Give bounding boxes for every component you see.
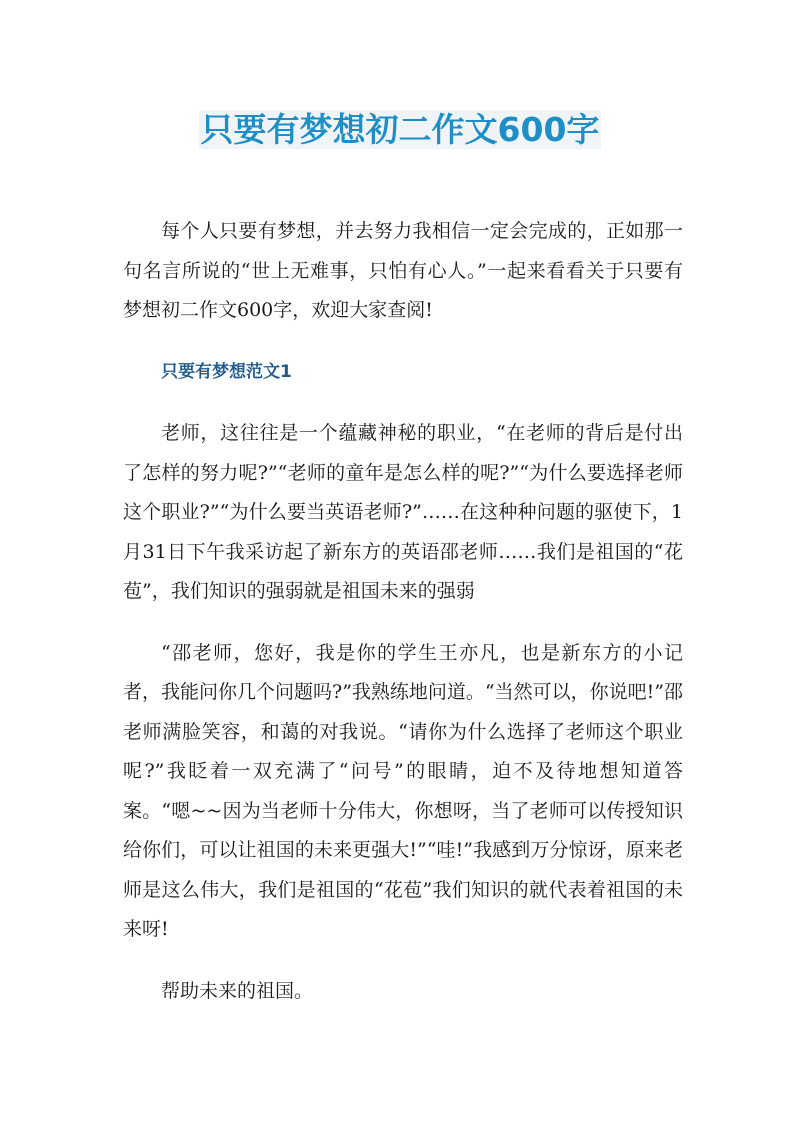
body-paragraph-2: “邵老师，您好，我是你的学生王亦凡，也是新东方的小记者，我能问你几个问题吗?”我熟练地问道。“当然可以，你说吧!”邵老师满脸笑容，和蔼的对我说。“请你为什么选择了老师这个职业呢?”我眨着一双充满了“问号”的眼睛，迫不及待地想知道答案。“嗯~~因为当老师十分伟大，你想呀，当了老师可以传授知识给你们，可以让祖国的未来更强大!”“哇!”我感到万分惊讶，原来老师是这么伟大，我们是祖国的“花苞”我们知识的就代表着祖国的未来呀! [123,641,683,940]
body-paragraph-3: 帮助未来的祖国。 [161,979,314,1002]
document-body [123,212,683,1033]
body-paragraph-1: 老师，这往往是一个蕴藏神秘的职业，“在老师的背后是付出了怎样的努力呢?”“老师的童年是怎么样的呢?”“为什么要选择老师这个职业?”“为什么要当英语老师?”……在这种种问题的驱使下，1月31日下午我采访起了新东方的英语邵老师……我们是祖国的“花苞”，我们知识的强弱就是祖国未来的强弱 [123,422,683,602]
section-heading: 只要有梦想范文1 [161,361,292,382]
document-title-text: 只要有梦想初二作文600字 [200,110,600,149]
document-title [0,104,800,156]
intro-paragraph: 每个人只要有梦想，并去努力我相信一定会完成的，正如那一句名言所说的“世上无难事，只怕有心人。”一起来看看关于只要有梦想初二作文600字，欢迎大家查阅! [123,220,683,321]
